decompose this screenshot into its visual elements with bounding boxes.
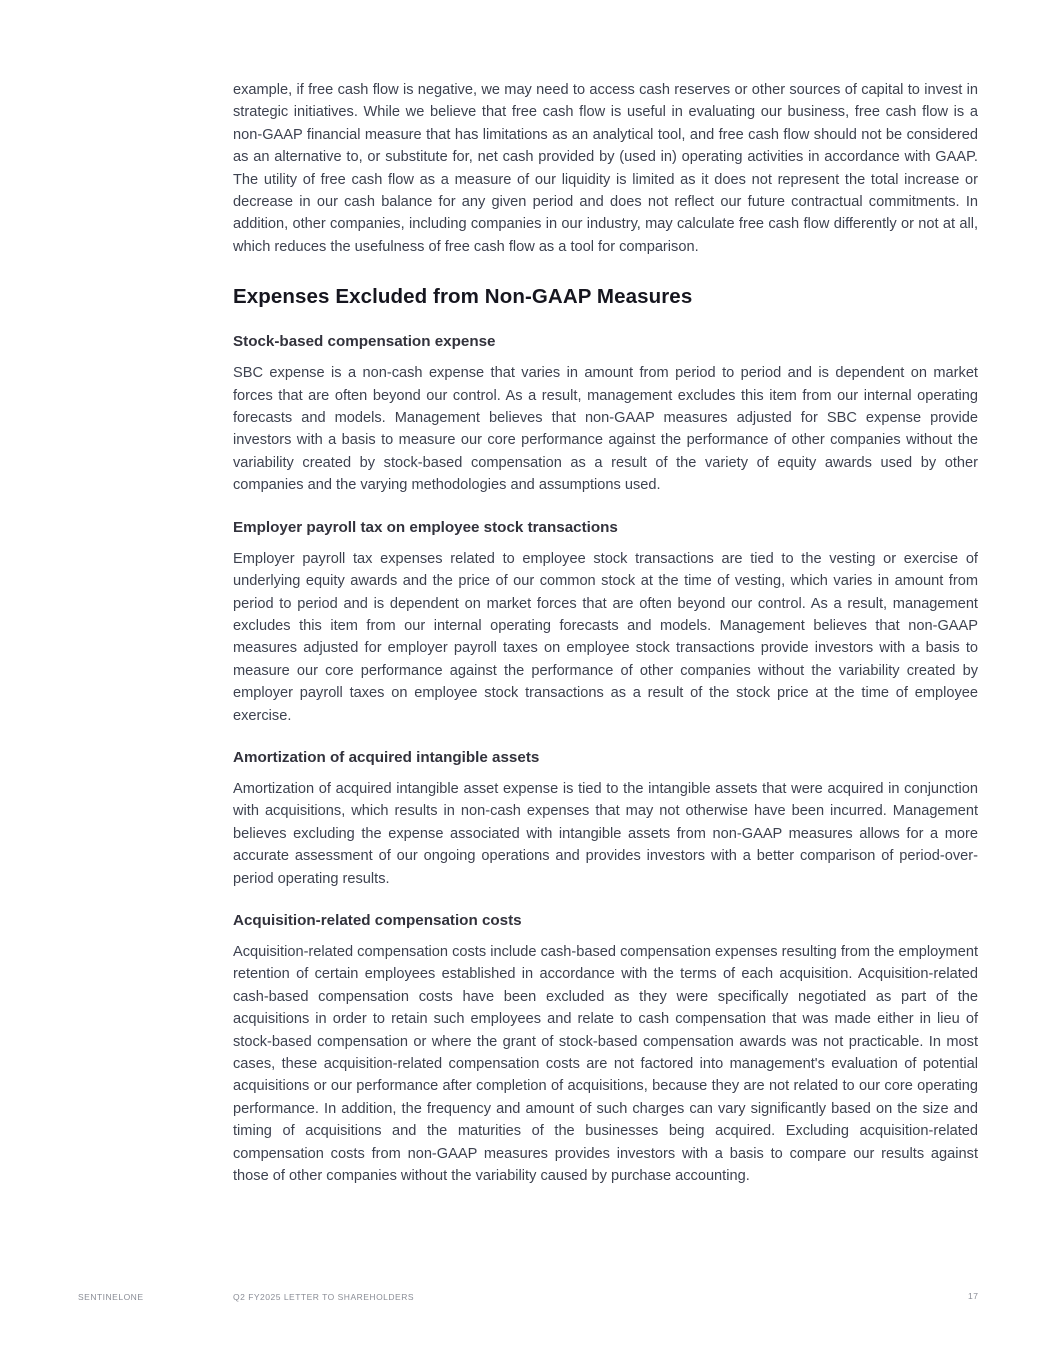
- footer-document-title: Q2 FY2025 LETTER TO SHAREHOLDERS: [233, 1292, 415, 1302]
- subsection-heading-payroll-tax: Employer payroll tax on employee stock transactions: [233, 518, 618, 536]
- footer-brand: SENTINELONE: [78, 1292, 144, 1302]
- subsection-heading-amortization: Amortization of acquired intangible assets: [233, 748, 540, 766]
- subsection-heading-sbc: Stock-based compensation expense: [233, 333, 496, 351]
- page-content: [233, 79, 978, 1187]
- intro-paragraph: example, if free cash flow is negative, we may need to access cash reserves or other sources of capital to invest in strategic initiatives. While we believe that free cash flow is useful in evaluating our business, free cash flow is a non-GAAP financial measure that has limitations as an analytical tool, and free cash flow should not be considered as an alternative to, or substitute for, net cash provided by (used in) operating activities in accordance with GAAP. The utility of free cash flow as a measure of our liquidity is limited as it does not represent the total increase or decrease in our cash balance for any given period and does not reflect our future contractual commitments. In addition, other companies, including companies in our industry, may calculate free cash flow differently or not at all, which reduces the usefulness of free cash flow as a tool for comparison.: [233, 82, 978, 255]
- subsection-text-acquisition: Acquisition-related compensation costs include cash-based compensation expenses resulting from the employment retention of certain employees established in accordance with the terms of each acquisition. Acquisition-related cash-based compensation costs have been excluded as they were specifically negotiated as part of the acquisitions in order to retain such employees and relate to cash compensation that was made either in lieu of stock-based compensation or where the grant of stock-based compensation awards was not practicable. In most cases, these acquisition-related compensation costs are not factored into management's evaluation of potential acquisitions or our performance after completion of acquisitions, because they are not related to our core operating performance. In addition, the frequency and amount of such charges can vary significantly based on the size and timing of acquisitions and the maturities of the businesses being acquired. Excluding acquisition-related compensation costs from non-GAAP measures provides investors with a basis to compare our results against those of other companies without the variability caused by purchase accounting.: [233, 943, 978, 1185]
- subsection-text-amortization: Amortization of acquired intangible asset expense is tied to the intangible assets that were acquired in conjunction with acquisitions, which results in non-cash expenses that may not otherwise have been incurred. Management believes excluding the expense associated with intangible assets from non-GAAP measures allows for a more accurate assessment of our ongoing operations and provides investors with a better comparison of period-over-period operating results.: [233, 780, 978, 887]
- section-title: Expenses Excluded from Non-GAAP Measures: [233, 285, 693, 309]
- subsection-text-sbc: SBC expense is a non-cash expense that varies in amount from period to period and is dependent on market forces that are often beyond our control. As a result, management excludes this item from our internal operating forecasts and models. Management believes that non-GAAP measures adjusted for SBC expense provide investors with a basis to measure our core performance against the performance of other companies without the variability created by stock-based compensation as a result of the variety of equity awards used by other companies and the varying methodologies and assumptions used.: [233, 365, 978, 494]
- footer-page-number: 17: [968, 1291, 979, 1301]
- subsection-text-payroll-tax: Employer payroll tax expenses related to employee stock transactions are tied to the vesting or exercise of underlying equity awards and the price of our common stock at the time of vesting, which varies in amount from period to period and is dependent on market forces that are often beyond our control. As a result, management excludes this item from our internal operating forecasts and models. Management believes that non-GAAP measures adjusted for employer payroll taxes on employee stock transactions provide investors with a basis to measure our core performance against the performance of other companies without the variability created by employer payroll taxes on employee stock transactions as a result of the stock price at the time of employee exercise.: [233, 550, 978, 724]
- subsection-heading-acquisition: Acquisition-related compensation costs: [233, 911, 522, 929]
